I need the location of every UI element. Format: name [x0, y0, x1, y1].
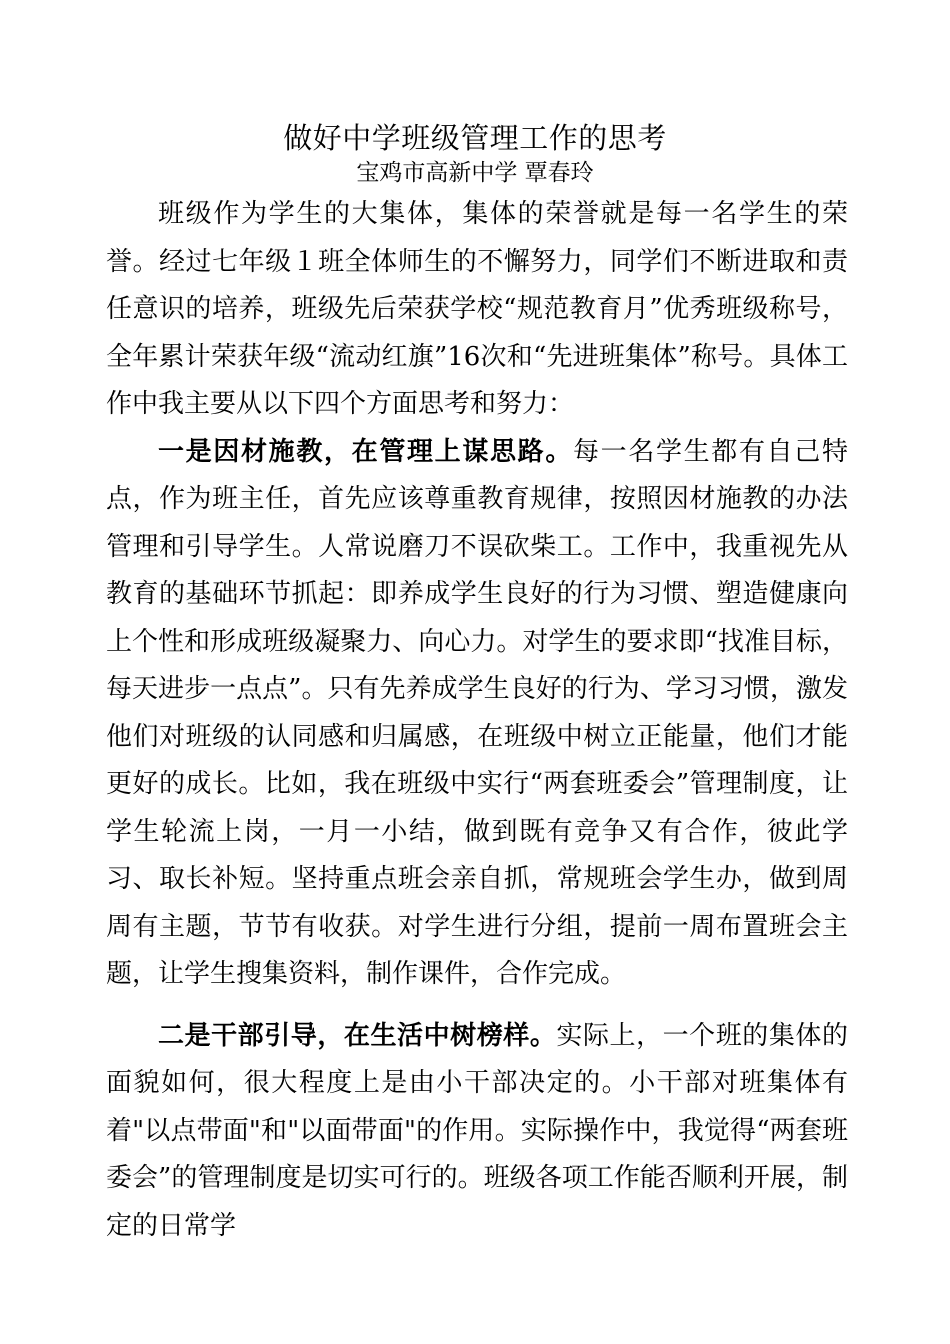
- section-heading: 一是因材施教，在管理上谋思路。: [158, 436, 573, 467]
- author-byline: 宝鸡市高新中学 覃春玲: [356, 160, 594, 186]
- paragraph-text: 实际上，一个班的集体的面貌如何，很大程度上是由小干部决定的。小干部对班集体有着"以点带面"和"以面带面"的作用。实际操作中，我觉得“两套班委会”的管理制度是切实可行的。班级各项工作能否顺利开展，制定的日常学: [106, 1020, 848, 1241]
- section-heading: 二是干部引导，在生活中树榜样。: [158, 1020, 557, 1051]
- paragraph-intro: [106, 191, 848, 429]
- paragraph-section-one: [106, 429, 848, 999]
- document-title: 做好中学班级管理工作的思考: [283, 121, 667, 155]
- paragraph-text: 每一名学生都有自己特点，作为班主任，首先应该尊重教育规律，按照因材施教的办法管理和引导学生。人常说磨刀不误砍柴工。工作中，我重视先从教育的基础环节抓起：即养成学生良好的行为习惯、塑造健康向上个性和形成班级凝聚力、向心力。对学生的要求即“找准目标，每天进步一点点”。只有先养成学生良好的行为、学习习惯，激发他们对班级的认同感和归属感，在班级中树立正能量，他们才能更好的成长。比如，我在班级中实行“两套班委会”管理制度，让学生轮流上岗，一月一小结，做到既有竞争又有合作，彼此学习、取长补短。坚持重点班会亲自抓，常规班会学生办，做到周周有主题，节节有收获。对学生进行分组，提前一周布置班会主题，让学生搜集资料，制作课件，合作完成。: [106, 436, 848, 989]
- paragraph-text: 班级作为学生的大集体，集体的荣誉就是每一名学生的荣誉。经过七年级１班全体师生的不懈努力，同学们不断进取和责任意识的培养，班级先后荣获学校“规范教育月”优秀班级称号，全年累计荣获年级“流动红旗”16次和“先进班集体”称号。具体工作中我主要从以下四个方面思考和努力：: [106, 199, 848, 419]
- document-body: [106, 191, 848, 1250]
- paragraph-section-two: [106, 1013, 848, 1251]
